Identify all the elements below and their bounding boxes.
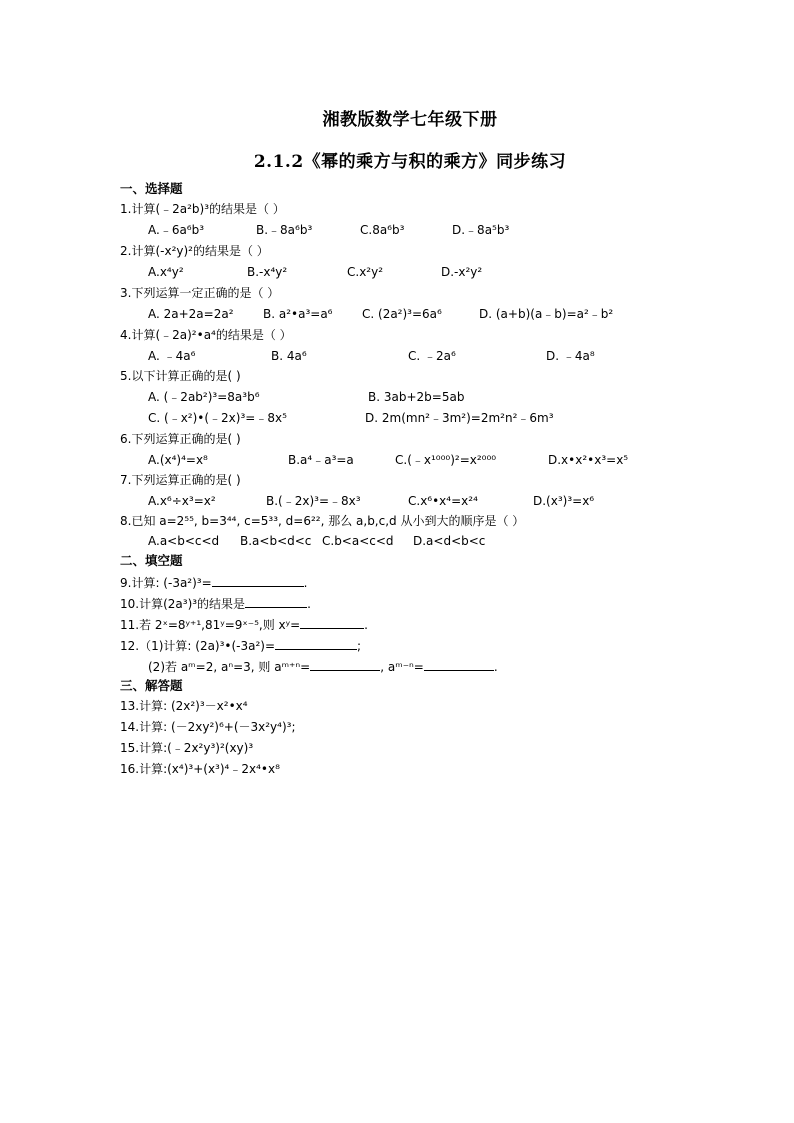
question-5-stem: 5.以下计算正确的是( )	[120, 369, 241, 383]
section-heading-answer: 三、解答题	[120, 678, 183, 693]
question-7-stem: 7.下列运算正确的是( )	[120, 473, 241, 487]
question-5-option-c: C. (﹣x²)•(﹣2x)³=﹣8x⁵	[148, 411, 287, 425]
question-7-option-a: A.x⁶÷x³=x²	[148, 494, 216, 508]
question-3-option-d: D. (a+b)(a﹣b)=a²﹣b²	[479, 307, 614, 321]
question-12-part-1-text: 12.（1)计算: (2a)³•(-3a²)=	[120, 639, 276, 653]
question-12-part-2-answer-blank-1[interactable]	[310, 658, 380, 671]
question-10-text: 10.计算(2a³)³的结果是	[120, 597, 246, 611]
question-6-option-a: A.(x⁴)⁴=x⁸	[148, 453, 208, 467]
question-6-option-b: B.a⁴﹣a³=a	[288, 453, 354, 467]
question-2-option-a: A.x⁴y²	[148, 265, 184, 279]
question-7-option-d: D.(x³)³=x⁶	[533, 494, 595, 508]
question-8-option-c: C.b<a<c<d	[322, 534, 394, 548]
question-6-option-d: D.x•x²•x³=x⁵	[548, 453, 629, 467]
question-4-option-a: A. ﹣4a⁶	[148, 349, 196, 363]
document-title: 湘教版数学七年级下册	[322, 110, 498, 130]
question-7-option-c: C.x⁶•x⁴=x²⁴	[408, 494, 478, 508]
question-8-stem: 8.已知 a=2⁵⁵, b=3⁴⁴, c=5³³, d=6²², 那么 a,b,c,d 从小到大的顺序是（ ）	[120, 514, 525, 528]
question-3-option-c: C. (2a²)³=6a⁶	[362, 307, 442, 321]
question-11-answer-blank[interactable]	[300, 616, 364, 629]
question-11	[120, 616, 368, 633]
question-2-option-d: D.-x²y²	[441, 265, 483, 279]
question-5-option-a: A. (﹣2ab²)³=8a³b⁶	[148, 390, 260, 404]
question-8-option-b: B.a<b<d<c	[240, 534, 312, 548]
question-10-answer-blank[interactable]	[245, 595, 307, 608]
question-12-part-2-mid: , aᵐ⁻ⁿ=	[380, 660, 424, 674]
question-10-end: .	[307, 597, 311, 611]
question-8-option-a: A.a<b<c<d	[148, 534, 220, 548]
question-12-part-1-end: ;	[357, 639, 362, 653]
question-2-option-c: C.x²y²	[347, 265, 384, 279]
question-5-option-b: B. 3ab+2b=5ab	[368, 390, 465, 404]
question-1-option-a: A.﹣6a⁶b³	[148, 223, 205, 237]
question-12-part-2-end: .	[493, 660, 498, 674]
question-16: 16.计算:(x⁴)³+(x³)⁴﹣2x⁴•x⁸	[120, 762, 280, 776]
question-1-stem: 1.计算(﹣2a²b)³的结果是（ ）	[120, 202, 285, 216]
question-4-option-d: D. ﹣4a⁸	[546, 349, 595, 363]
question-14: 14.计算: (－2xy²)⁶+(－3x²y⁴)³;	[120, 720, 296, 734]
question-4-stem: 4.计算(﹣2a)²•a⁴的结果是（ ）	[120, 328, 292, 342]
question-12-part-2-text: (2)若 aᵐ=2, aⁿ=3, 则 aᵐ⁺ⁿ=	[148, 660, 311, 674]
question-1-option-d: D.﹣8a⁵b³	[452, 223, 510, 237]
question-2-option-b: B.-x⁴y²	[247, 265, 288, 279]
document-subtitle: 2.1.2《幂的乘方与积的乘方》同步练习	[253, 152, 567, 172]
question-6-stem: 6.下列运算正确的是( )	[120, 432, 241, 446]
section-heading-fill: 二、填空题	[120, 553, 183, 568]
question-3-option-a: A. 2a+2a=2a²	[148, 307, 234, 321]
question-9-answer-blank[interactable]	[212, 574, 304, 587]
question-4-option-b: B. 4a⁶	[271, 349, 307, 363]
question-11-end: .	[364, 618, 368, 632]
question-5-option-d: D. 2m(mn²﹣3m²)=2m²n²﹣6m³	[365, 411, 554, 425]
question-12-part-2	[148, 658, 498, 675]
question-12-part-1	[120, 637, 361, 654]
question-9-text: 9.计算: (-3a²)³=	[120, 576, 212, 590]
question-11-text: 11.若 2ˣ=8ʸ⁺¹,81ʸ=9ˣ⁻⁵,则 xʸ=	[120, 618, 301, 632]
question-1-option-b: B.﹣8a⁶b³	[256, 223, 313, 237]
question-3-option-b: B. a²•a³=a⁶	[263, 307, 333, 321]
question-3-stem: 3.下列运算一定正确的是（ ）	[120, 286, 280, 300]
question-12-part-1-answer-blank[interactable]	[275, 637, 357, 650]
question-8-option-d: D.a<d<b<c	[413, 534, 486, 548]
section-heading-choice: 一、选择题	[120, 181, 183, 196]
question-2-stem: 2.计算(-x²y)²的结果是（ ）	[120, 244, 269, 258]
question-15: 15.计算:(﹣2x²y³)²(xy)³	[120, 741, 254, 755]
question-13: 13.计算: (2x²)³－x²•x⁴	[120, 699, 248, 713]
question-9-end: .	[303, 576, 308, 590]
question-10	[120, 595, 311, 612]
question-9	[120, 574, 308, 591]
question-12-part-2-answer-blank-2[interactable]	[424, 658, 494, 671]
question-4-option-c: C. ﹣2a⁶	[408, 349, 456, 363]
question-6-option-c: C.(﹣x¹⁰⁰⁰)²=x²⁰⁰⁰	[395, 453, 497, 467]
question-7-option-b: B.(﹣2x)³=﹣8x³	[266, 494, 361, 508]
question-1-option-c: C.8a⁶b³	[360, 223, 405, 237]
